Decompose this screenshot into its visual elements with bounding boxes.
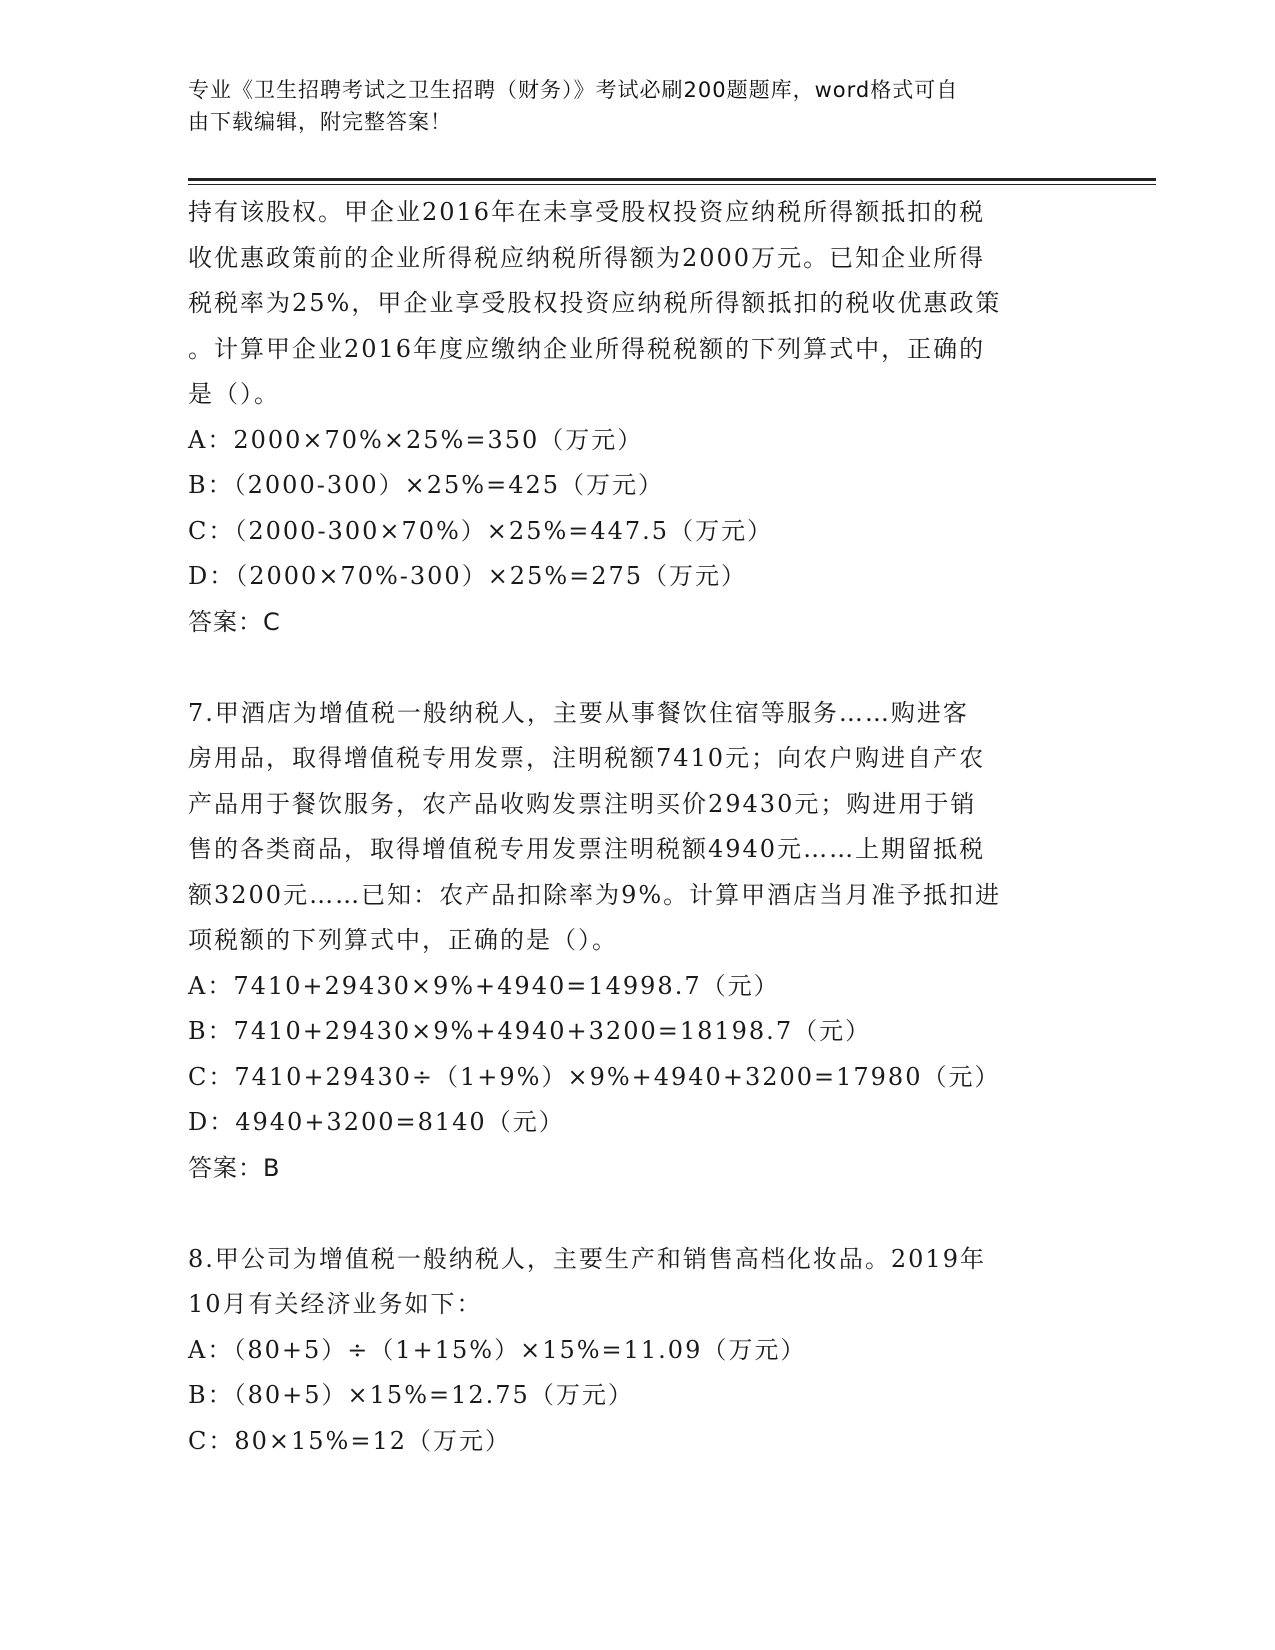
option-b: B：7410+29430×9%+4940+3200=18198.7（元）	[188, 1017, 872, 1045]
question-stem-line: 10月有关经济业务如下：	[188, 1290, 483, 1318]
question-stem-line: 项税额的下列算式中，正确的是（）。	[188, 926, 618, 954]
question-6	[188, 190, 1088, 645]
header-title-line-2: 由下载编辑，附完整答案！	[188, 110, 452, 134]
option-a: A：7410+29430×9%+4940=14998.7（元）	[188, 971, 780, 1000]
page-header	[188, 74, 1068, 138]
option-b: B：（2000-300）×25%=425（万元）	[188, 471, 665, 499]
question-stem-line: 售的各类商品，取得增值税专用发票注明税额4940元……上期留抵税	[188, 835, 986, 863]
answer-line: 答案：B	[188, 1153, 281, 1182]
header-title-line-1: 专业《卫生招聘考试之卫生招聘（财务）》考试必刷200题题库，word格式可自	[188, 78, 959, 102]
question-7	[188, 691, 1088, 1192]
option-a: A：2000×70%×25%=350（万元）	[188, 425, 644, 454]
question-stem-line: 7.甲酒店为增值税一般纳税人，主要从事餐饮住宿等服务……购进客	[188, 698, 969, 727]
spacer	[188, 645, 1088, 691]
question-stem-line: 。计算甲企业2016年度应缴纳企业所得税税额的下列算式中，正确的	[188, 334, 986, 363]
spacer	[188, 1191, 1088, 1237]
option-d: D：4940+3200=8140（元）	[188, 1108, 565, 1136]
answer-line: 答案：C	[188, 607, 281, 636]
question-stem-line: 8.甲公司为增值税一般纳税人，主要生产和销售高档化妆品。2019年	[188, 1244, 986, 1273]
option-a: A：（80+5）÷（1+15%）×15%=11.09（万元）	[188, 1335, 807, 1364]
question-stem-line: 额3200元……已知：农产品扣除率为9%。计算甲酒店当月准予抵扣进	[188, 880, 1002, 909]
option-c: C：7410+29430÷（1+9%）×9%+4940+3200=17980（元）	[188, 1062, 1001, 1091]
option-d: D：（2000×70%-300）×25%=275（万元）	[188, 562, 748, 590]
option-c: C：（2000-300×70%）×25%=447.5（万元）	[188, 516, 774, 545]
question-stem-line: 收优惠政策前的企业所得税应纳税所得额为2000万元。已知企业所得	[188, 243, 986, 272]
option-c: C：80×15%=12（万元）	[188, 1426, 512, 1455]
question-stem-line: 房用品，取得增值税专用发票，注明税额7410元；向农户购进自产农	[188, 744, 986, 772]
document-body	[188, 190, 1088, 1464]
header-divider-thick	[188, 178, 1156, 181]
question-stem-line: 产品用于餐饮服务，农产品收购发票注明买价29430元；购进用于销	[188, 789, 977, 818]
header-divider-thin	[188, 184, 1156, 185]
question-stem-line: 持有该股权。甲企业2016年在未享受股权投资应纳税所得额抵扣的税	[188, 198, 986, 226]
question-8	[188, 1237, 1088, 1465]
option-b: B：（80+5）×15%=12.75（万元）	[188, 1381, 634, 1409]
question-stem-line: 税税率为25%，甲企业享受股权投资应纳税所得额抵扣的税收优惠政策	[188, 289, 1002, 317]
question-stem-line: 是（）。	[188, 380, 280, 408]
